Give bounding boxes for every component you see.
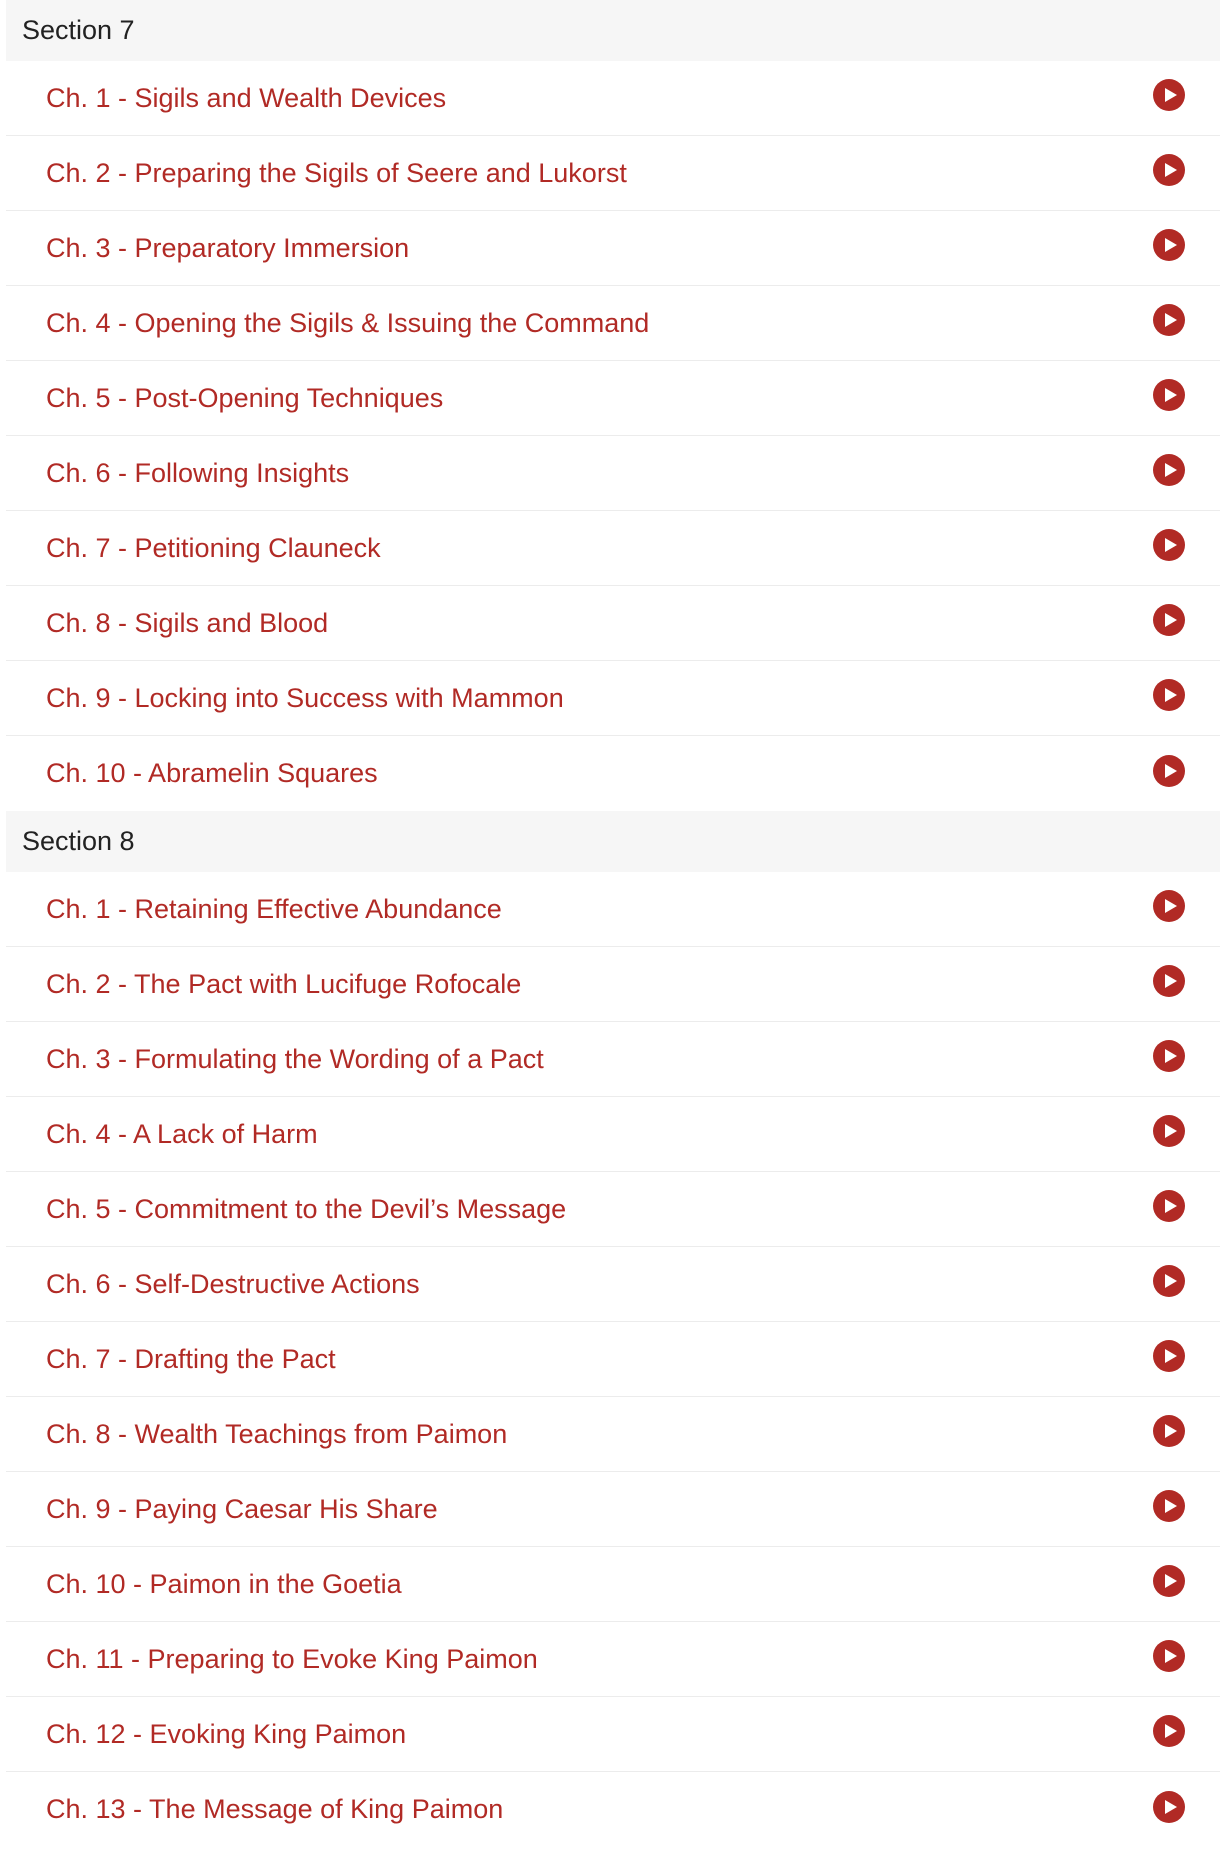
play-circle-icon[interactable] (1152, 1790, 1186, 1824)
chapter-row[interactable] (6, 1547, 1220, 1622)
play-circle-icon[interactable] (1152, 678, 1186, 712)
chapter-title-link[interactable]: Ch. 3 - Formulating the Wording of a Pact (46, 1043, 544, 1074)
chapter-title-link[interactable]: Ch. 9 - Locking into Success with Mammon (46, 682, 564, 713)
play-circle-icon[interactable] (1152, 1639, 1186, 1673)
chapter-row[interactable] (6, 1397, 1220, 1472)
play-circle-icon[interactable] (1152, 303, 1186, 337)
chapter-row[interactable] (6, 361, 1220, 436)
play-circle-icon[interactable] (1152, 153, 1186, 187)
chapter-row[interactable] (6, 61, 1220, 136)
play-circle-icon[interactable] (1152, 1264, 1186, 1298)
chapter-row[interactable] (6, 872, 1220, 947)
chapter-row[interactable] (6, 1097, 1220, 1172)
chapter-row[interactable] (6, 286, 1220, 361)
play-circle-icon[interactable] (1152, 1039, 1186, 1073)
chapter-title-link[interactable]: Ch. 5 - Commitment to the Devil’s Message (46, 1193, 567, 1224)
chapter-title-link[interactable]: Ch. 2 - Preparing the Sigils of Seere and Lukorst (46, 157, 627, 188)
chapter-title-link[interactable]: Ch. 8 - Sigils and Blood (46, 607, 329, 638)
chapter-row[interactable] (6, 1322, 1220, 1397)
play-circle-icon[interactable] (1152, 754, 1186, 788)
play-circle-icon[interactable] (1152, 453, 1186, 487)
chapter-title-link[interactable]: Ch. 2 - The Pact with Lucifuge Rofocale (46, 968, 522, 999)
chapter-title-link[interactable]: Ch. 1 - Retaining Effective Abundance (46, 893, 502, 924)
chapter-row[interactable] (6, 736, 1220, 811)
chapter-title-link[interactable]: Ch. 11 - Preparing to Evoke King Paimon (46, 1643, 538, 1674)
play-circle-icon[interactable] (1152, 78, 1186, 112)
chapter-title-link[interactable]: Ch. 13 - The Message of King Paimon (46, 1794, 504, 1824)
chapter-title-link[interactable]: Ch. 12 - Evoking King Paimon (46, 1718, 407, 1749)
chapter-list (6, 872, 1220, 1847)
play-circle-icon[interactable] (1152, 1714, 1186, 1748)
chapter-row[interactable] (6, 511, 1220, 586)
chapter-title-link[interactable]: Ch. 6 - Following Insights (46, 457, 350, 488)
chapter-title-link[interactable]: Ch. 1 - Sigils and Wealth Devices (46, 82, 447, 113)
chapter-row[interactable] (6, 1022, 1220, 1097)
chapter-row[interactable] (6, 136, 1220, 211)
course-section (6, 0, 1220, 811)
chapter-list (6, 61, 1220, 811)
play-circle-icon[interactable] (1152, 964, 1186, 998)
chapter-title-link[interactable]: Ch. 7 - Drafting the Pact (46, 1343, 336, 1374)
chapter-row[interactable] (6, 947, 1220, 1022)
chapter-row[interactable] (6, 1172, 1220, 1247)
chapter-title-link[interactable]: Ch. 5 - Post-Opening Techniques (46, 382, 444, 413)
course-section (6, 811, 1220, 1847)
play-circle-icon[interactable] (1152, 1414, 1186, 1448)
section-header: Section 7 (6, 0, 1220, 61)
chapter-title-link[interactable]: Ch. 8 - Wealth Teachings from Paimon (46, 1418, 508, 1449)
play-circle-icon[interactable] (1152, 1114, 1186, 1148)
play-circle-icon[interactable] (1152, 1564, 1186, 1598)
chapter-row[interactable] (6, 1622, 1220, 1697)
chapter-title-link[interactable]: Ch. 9 - Paying Caesar His Share (46, 1493, 438, 1524)
chapter-row[interactable] (6, 1472, 1220, 1547)
chapter-title-link[interactable]: Ch. 6 - Self-Destructive Actions (46, 1268, 420, 1299)
chapter-row[interactable] (6, 436, 1220, 511)
chapter-title-link[interactable]: Ch. 4 - Opening the Sigils & Issuing the Command (46, 307, 650, 338)
chapter-row[interactable] (6, 586, 1220, 661)
play-circle-icon[interactable] (1152, 889, 1186, 923)
play-circle-icon[interactable] (1152, 1189, 1186, 1223)
play-circle-icon[interactable] (1152, 603, 1186, 637)
chapter-title-link[interactable]: Ch. 4 - A Lack of Harm (46, 1118, 318, 1149)
play-circle-icon[interactable] (1152, 228, 1186, 262)
chapter-title-link[interactable]: Ch. 7 - Petitioning Clauneck (46, 532, 381, 563)
chapter-title-link[interactable]: Ch. 10 - Abramelin Squares (46, 758, 378, 788)
chapter-row[interactable] (6, 211, 1220, 286)
section-header: Section 8 (6, 811, 1220, 872)
chapter-title-link[interactable]: Ch. 10 - Paimon in the Goetia (46, 1568, 402, 1599)
play-circle-icon[interactable] (1152, 378, 1186, 412)
play-circle-icon[interactable] (1152, 528, 1186, 562)
play-circle-icon[interactable] (1152, 1339, 1186, 1373)
play-circle-icon[interactable] (1152, 1489, 1186, 1523)
chapter-row[interactable] (6, 661, 1220, 736)
chapter-title-link[interactable]: Ch. 3 - Preparatory Immersion (46, 232, 410, 263)
chapter-row[interactable] (6, 1772, 1220, 1847)
chapter-row[interactable] (6, 1247, 1220, 1322)
chapter-row[interactable] (6, 1697, 1220, 1772)
